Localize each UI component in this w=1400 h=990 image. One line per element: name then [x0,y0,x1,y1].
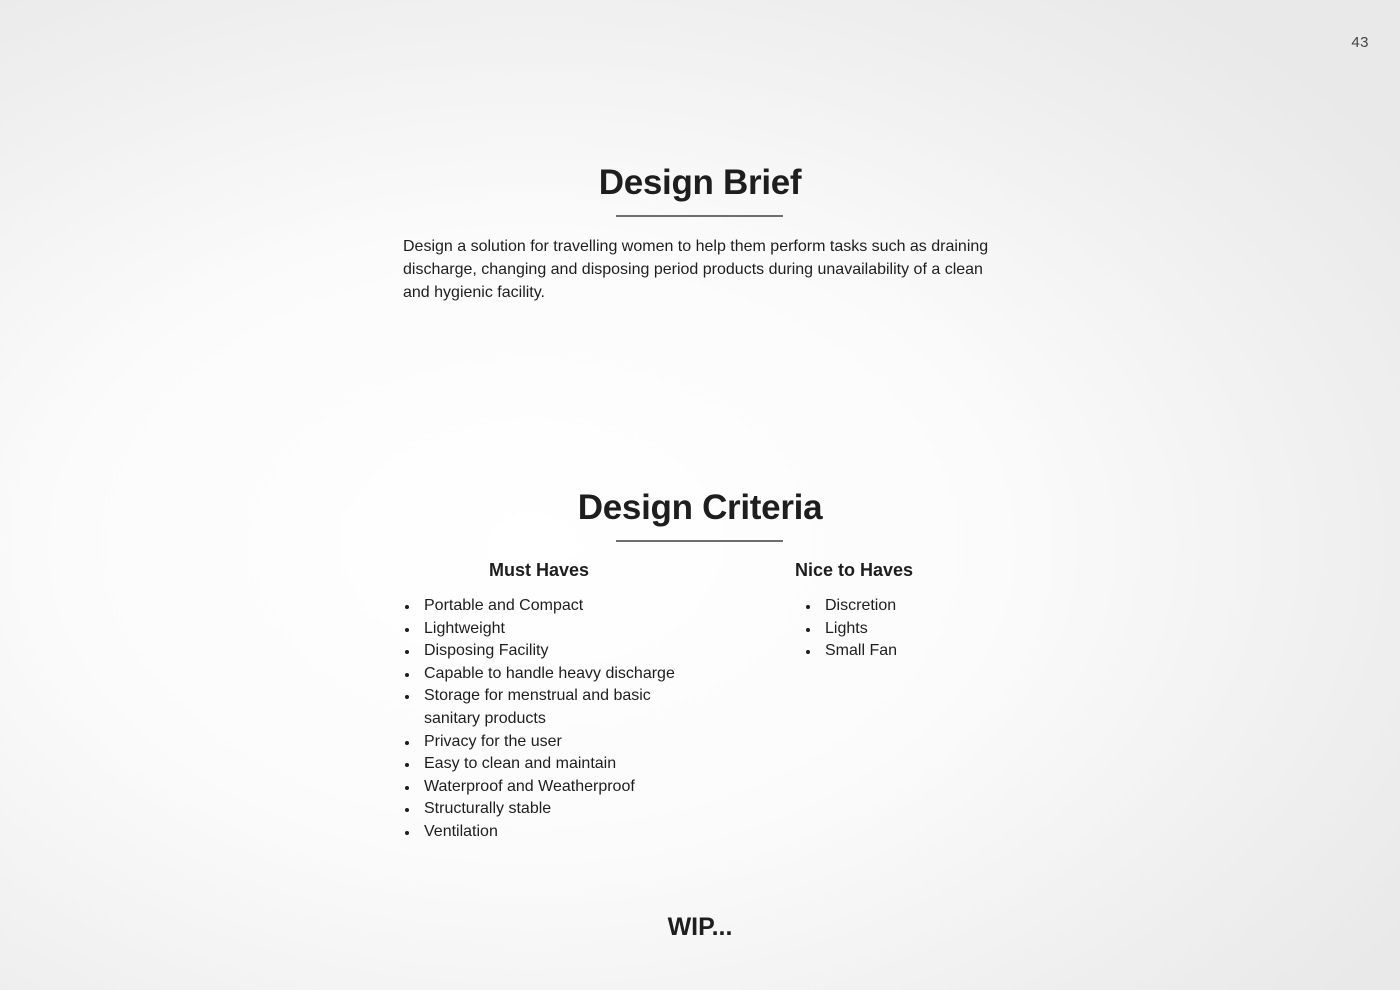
wip-label: WIP... [667,913,733,941]
design-criteria-title: Design Criteria [577,488,823,527]
nice-to-haves-heading: Nice to Haves [795,560,914,580]
must-have-item: Privacy for the user [403,731,693,754]
design-criteria-underline [616,540,783,542]
page-number: 43 [1351,34,1369,51]
must-have-item: Lightweight [403,618,693,641]
must-haves-list [403,595,693,844]
nice-to-have-item: Small Fan [804,640,1004,663]
must-have-item: Capable to handle heavy discharge [403,663,693,686]
nice-to-have-item: Lights [804,618,1004,641]
must-have-item: Storage for menstrual and basic sanitary products [403,685,693,730]
nice-to-haves-list [804,595,1004,663]
must-have-item: Waterproof and Weatherproof [403,776,693,799]
must-have-item: Structurally stable [403,798,693,821]
must-have-item: Disposing Facility [403,640,693,663]
design-brief-underline [616,215,783,217]
must-have-item: Portable and Compact [403,595,693,618]
must-have-item: Easy to clean and maintain [403,753,693,776]
must-haves-heading: Must Haves [489,560,590,580]
nice-to-have-item: Discretion [804,595,1004,618]
design-brief-text: Design a solution for travelling women to help them perform tasks such as draining discharge, changing and disposing period products during unavailability of a clean and hygienic facility. [403,238,989,301]
design-brief-title: Design Brief [598,163,802,202]
must-have-item: Ventilation [403,821,693,844]
